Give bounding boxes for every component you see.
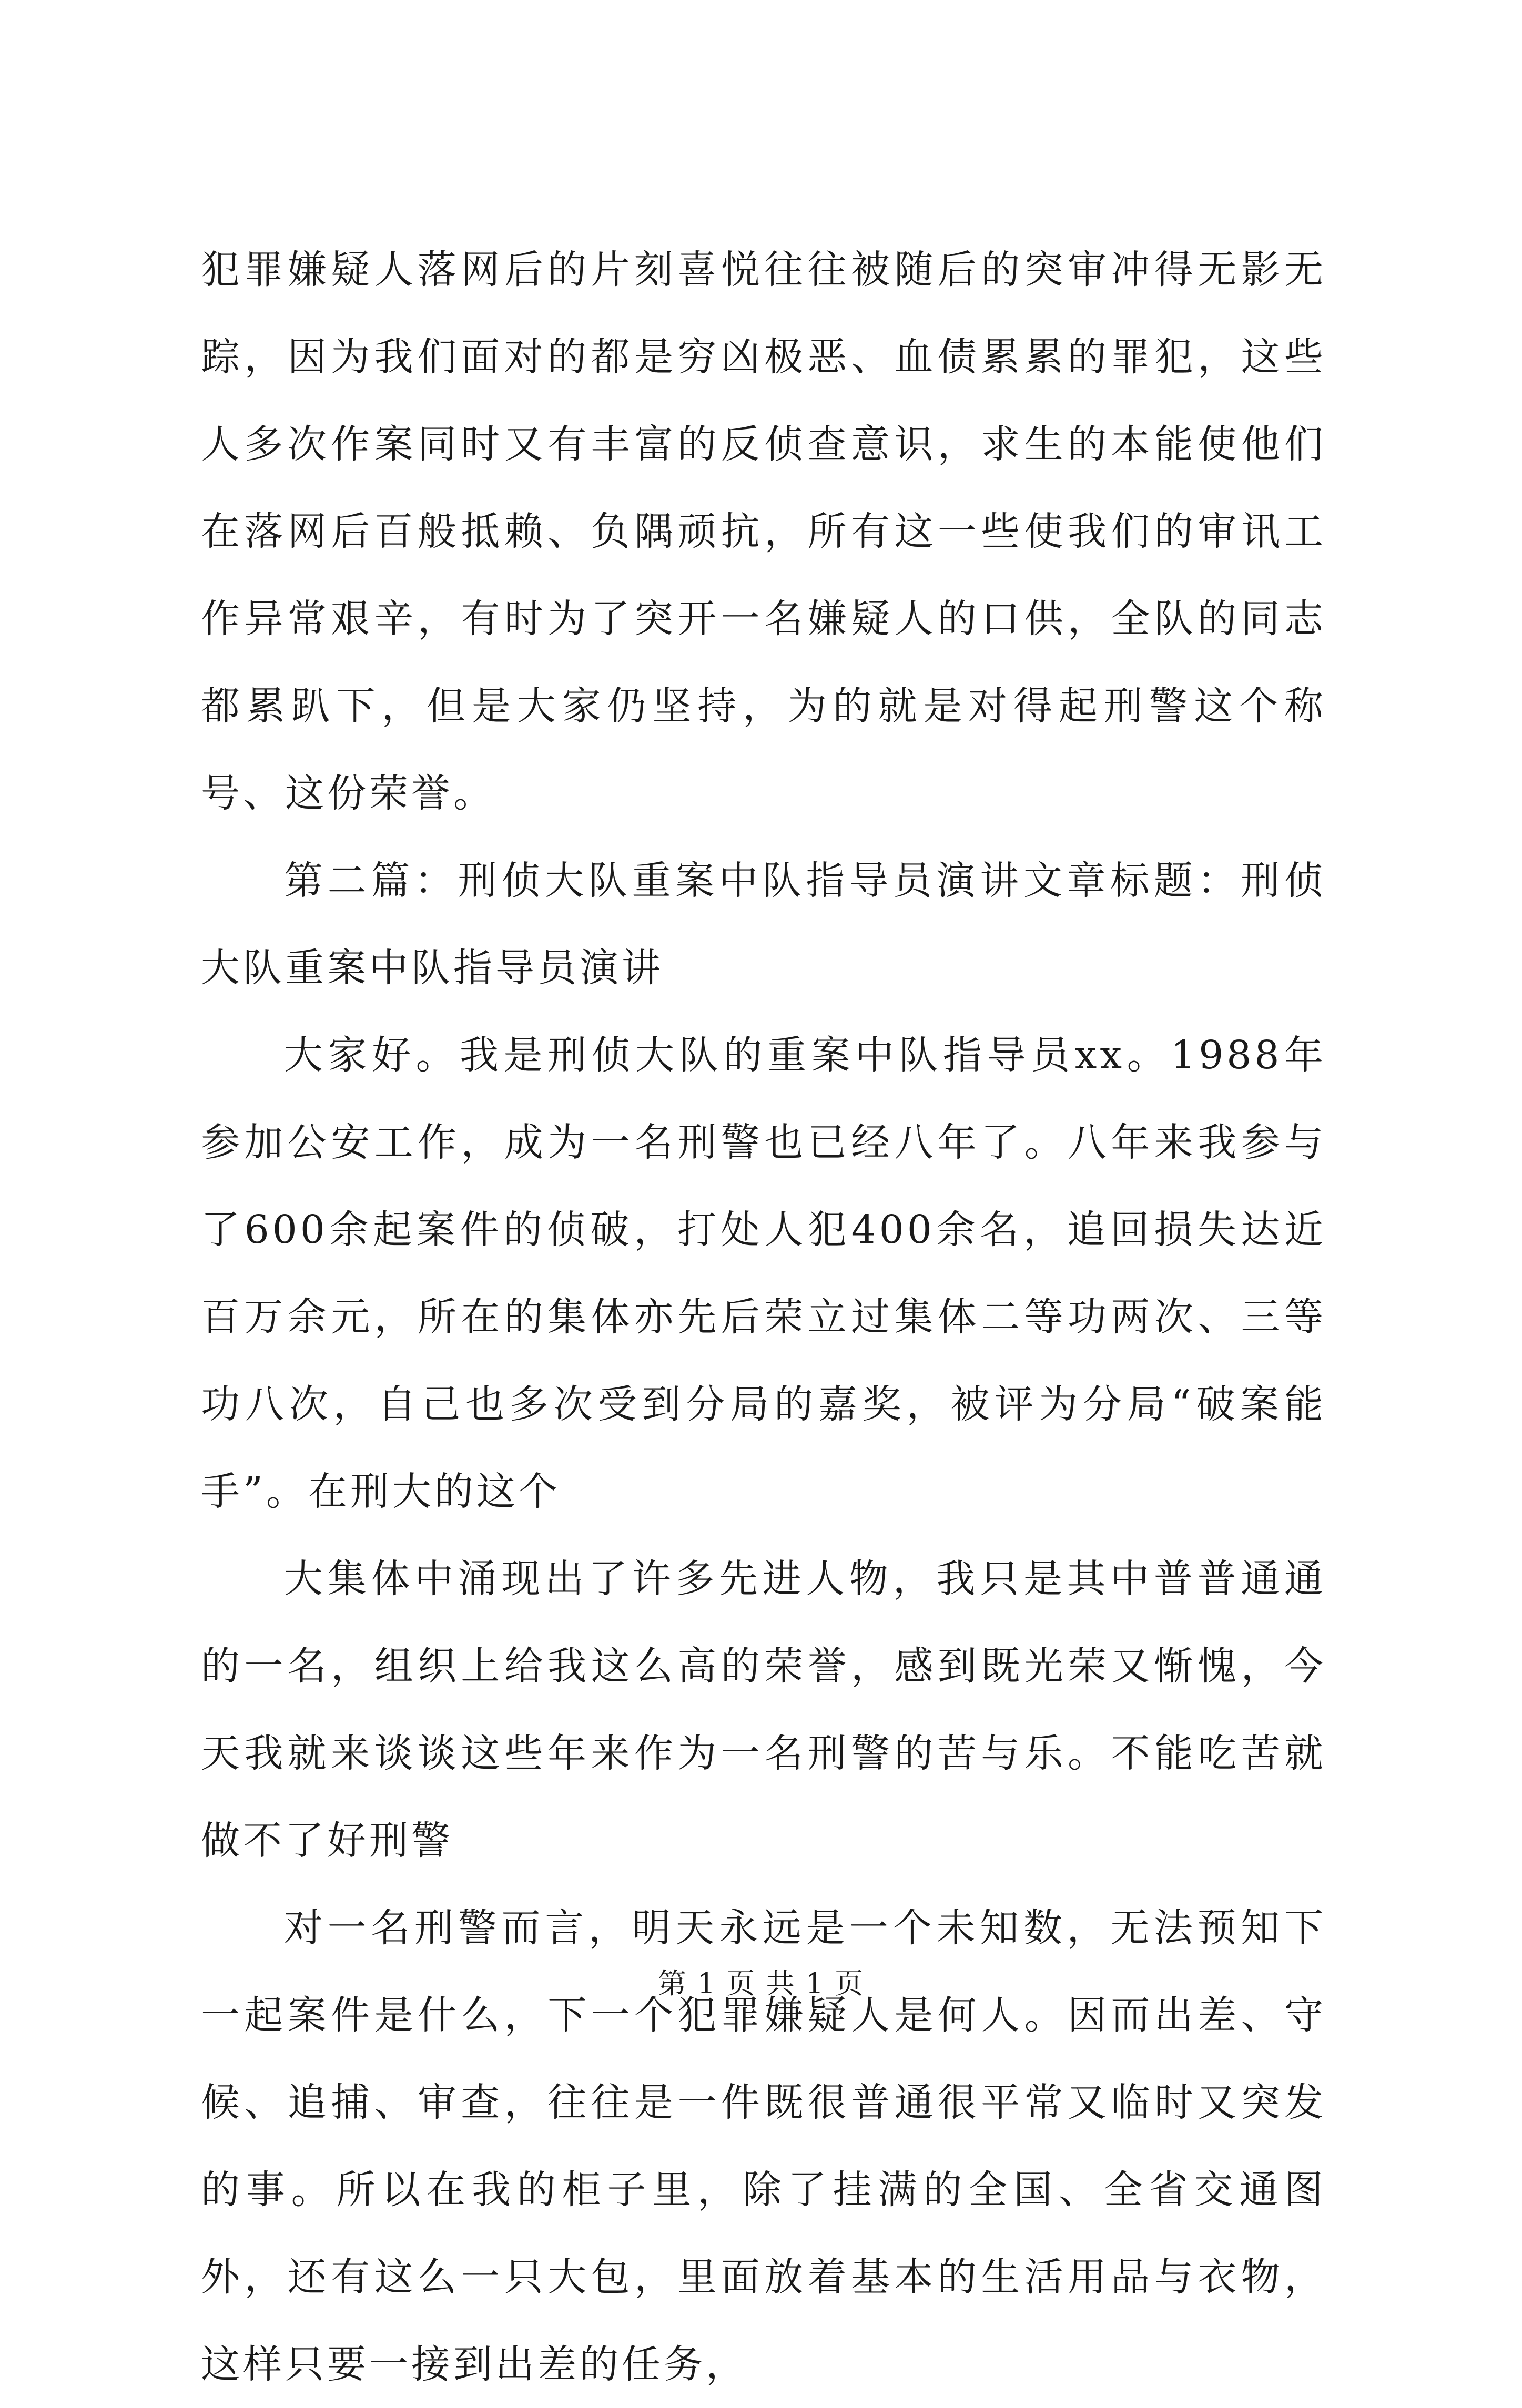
document-body xyxy=(201,226,1326,2408)
paragraph-2-section-title: 第二篇：刑侦大队重案中队指导员演讲文章标题：刑侦大队重案中队指导员演讲 xyxy=(201,858,1326,991)
page-number-footer: 第 1 页 共 1 页 xyxy=(657,1967,865,2000)
paragraph-4: 大集体中涌现出了许多先进人物，我只是其中普普通通的一名，组织上给我这么高的荣誉，感到既光荣又惭愧，今天我就来谈谈这些年来作为一名刑警的苦与乐。不能吃苦就做不了好刑警 xyxy=(201,1556,1326,1863)
paragraph-1: 犯罪嫌疑人落网后的片刻喜悦往往被随后的突审冲得无影无踪，因为我们面对的都是穷凶极恶、血债累累的罪犯，这些人多次作案同时又有丰富的反侦查意识，求生的本能使他们在落网后百般抵赖、负隅顽抗，所有这一些使我们的审讯工作异常艰辛，有时为了突开一名嫌疑人的口供，全队的同志都累趴下，但是大家仍坚持，为的就是对得起刑警这个称号、这份荣誉。 xyxy=(201,247,1326,816)
paragraph-5: 对一名刑警而言，明天永远是一个未知数，无法预知下一起案件是什么，下一个犯罪嫌疑人是何人。因而出差、守候、追捕、审查，往往是一件既很普通很平常又临时又突发的事。所以在我的柜子里，除了挂满的全国、全省交通图外，还有这么一只大包，里面放着基本的生活用品与衣物，这样只要一接到出差的任务， xyxy=(201,1905,1326,2387)
paragraph-3: 大家好。我是刑侦大队的重案中队指导员xx。1988年参加公安工作，成为一名刑警也已经八年了。八年来我参与了600余起案件的侦破，打处人犯400余名，追回损失达近百万余元，所在的集体亦先后荣立过集体二等功两次、三等功八次，自己也多次受到分局的嘉奖，被评为分局“破案能手”。在刑大的这个 xyxy=(201,1033,1326,1514)
